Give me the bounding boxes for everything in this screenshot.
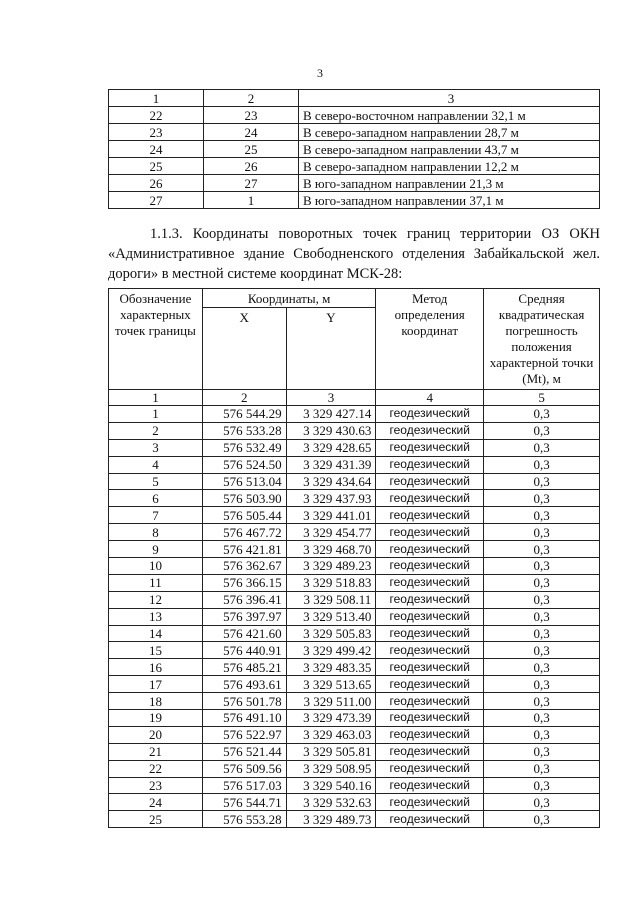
method: геодезический bbox=[376, 659, 484, 676]
y-coordinate: 3 329 441.01 bbox=[286, 507, 376, 524]
direction-table bbox=[108, 89, 600, 209]
to-point: 24 bbox=[204, 124, 299, 141]
error-value: 0,3 bbox=[484, 642, 600, 659]
point-number: 24 bbox=[109, 794, 203, 811]
x-coordinate: 576 524.50 bbox=[202, 456, 286, 473]
y-coordinate: 3 329 463.03 bbox=[286, 726, 376, 743]
x-coordinate: 576 491.10 bbox=[202, 710, 286, 727]
method: геодезический bbox=[376, 608, 484, 625]
direction-row bbox=[109, 107, 600, 124]
to-point: 1 bbox=[204, 192, 299, 209]
x-coordinate: 576 467.72 bbox=[202, 524, 286, 541]
error-value: 0,3 bbox=[484, 558, 600, 575]
coord-row bbox=[109, 490, 600, 507]
coord-row bbox=[109, 422, 600, 439]
method: геодезический bbox=[376, 777, 484, 794]
error-value: 0,3 bbox=[484, 760, 600, 777]
x-coordinate: 576 517.03 bbox=[202, 777, 286, 794]
error-value: 0,3 bbox=[484, 726, 600, 743]
point-number: 20 bbox=[109, 726, 203, 743]
error-value: 0,3 bbox=[484, 743, 600, 760]
method: геодезический bbox=[376, 490, 484, 507]
point-number: 7 bbox=[109, 507, 203, 524]
method: геодезический bbox=[376, 760, 484, 777]
method: геодезический bbox=[376, 676, 484, 693]
coord-row bbox=[109, 406, 600, 423]
method: геодезический bbox=[376, 625, 484, 642]
method: геодезический bbox=[376, 794, 484, 811]
y-coordinate: 3 329 431.39 bbox=[286, 456, 376, 473]
x-coordinate: 576 501.78 bbox=[202, 693, 286, 710]
method: геодезический bbox=[376, 574, 484, 591]
y-coordinate: 3 329 513.65 bbox=[286, 676, 376, 693]
col-number-3: 3 bbox=[286, 390, 376, 406]
direction-text: В юго-западном направлении 21,3 м bbox=[299, 175, 600, 192]
point-number: 17 bbox=[109, 676, 203, 693]
coord-row bbox=[109, 574, 600, 591]
point-number: 6 bbox=[109, 490, 203, 507]
x-coordinate: 576 503.90 bbox=[202, 490, 286, 507]
point-number: 19 bbox=[109, 710, 203, 727]
direction-text: В северо-восточном направлении 32,1 м bbox=[299, 107, 600, 124]
x-coordinate: 576 397.97 bbox=[202, 608, 286, 625]
point-number: 11 bbox=[109, 574, 203, 591]
section-heading-text: 1.1.3. Координаты поворотных точек границ территории ОЗ ОКН «Административное здание Свободненского отделения Забайкальской жел. дороги» в местной системе координат МСК-28: bbox=[108, 226, 600, 282]
header-method: Метод определения координат bbox=[376, 289, 484, 390]
x-coordinate: 576 521.44 bbox=[202, 743, 286, 760]
error-value: 0,3 bbox=[484, 659, 600, 676]
point-number: 18 bbox=[109, 693, 203, 710]
coord-column-numbers bbox=[109, 390, 600, 406]
error-value: 0,3 bbox=[484, 406, 600, 423]
error-value: 0,3 bbox=[484, 811, 600, 828]
method: геодезический bbox=[376, 406, 484, 423]
point-number: 5 bbox=[109, 473, 203, 490]
x-coordinate: 576 553.28 bbox=[202, 811, 286, 828]
error-value: 0,3 bbox=[484, 473, 600, 490]
coord-row bbox=[109, 541, 600, 558]
coord-row bbox=[109, 608, 600, 625]
y-coordinate: 3 329 434.64 bbox=[286, 473, 376, 490]
method: геодезический bbox=[376, 524, 484, 541]
error-value: 0,3 bbox=[484, 524, 600, 541]
y-coordinate: 3 329 505.83 bbox=[286, 625, 376, 642]
from-point: 24 bbox=[109, 141, 204, 158]
from-point: 22 bbox=[109, 107, 204, 124]
method: геодезический bbox=[376, 591, 484, 608]
coord-row bbox=[109, 625, 600, 642]
coord-header-row-1 bbox=[109, 289, 600, 308]
col-number-1: 1 bbox=[109, 390, 203, 406]
method: геодезический bbox=[376, 558, 484, 575]
error-value: 0,3 bbox=[484, 777, 600, 794]
y-coordinate: 3 329 540.16 bbox=[286, 777, 376, 794]
from-point: 26 bbox=[109, 175, 204, 192]
method: геодезический bbox=[376, 693, 484, 710]
x-coordinate: 576 421.60 bbox=[202, 625, 286, 642]
y-coordinate: 3 329 511.00 bbox=[286, 693, 376, 710]
error-value: 0,3 bbox=[484, 422, 600, 439]
header-y: Y bbox=[286, 308, 376, 390]
x-coordinate: 576 440.91 bbox=[202, 642, 286, 659]
header-error: Средняя квадратическая погрешность положения характерной точки (Mt), м bbox=[484, 289, 600, 390]
y-coordinate: 3 329 437.93 bbox=[286, 490, 376, 507]
x-coordinate: 576 533.28 bbox=[202, 422, 286, 439]
coord-row bbox=[109, 524, 600, 541]
direction-table-header bbox=[109, 90, 600, 107]
error-value: 0,3 bbox=[484, 676, 600, 693]
x-coordinate: 576 362.67 bbox=[202, 558, 286, 575]
x-coordinate: 576 544.71 bbox=[202, 794, 286, 811]
method: геодезический bbox=[376, 743, 484, 760]
direction-row bbox=[109, 192, 600, 209]
direction-row bbox=[109, 175, 600, 192]
error-value: 0,3 bbox=[484, 794, 600, 811]
coord-row bbox=[109, 710, 600, 727]
error-value: 0,3 bbox=[484, 574, 600, 591]
point-number: 15 bbox=[109, 642, 203, 659]
y-coordinate: 3 329 508.95 bbox=[286, 760, 376, 777]
header-col-3: 3 bbox=[299, 90, 600, 107]
error-value: 0,3 bbox=[484, 710, 600, 727]
y-coordinate: 3 329 508.11 bbox=[286, 591, 376, 608]
to-point: 23 bbox=[204, 107, 299, 124]
y-coordinate: 3 329 428.65 bbox=[286, 439, 376, 456]
header-col-2: 2 bbox=[204, 90, 299, 107]
point-number: 13 bbox=[109, 608, 203, 625]
point-number: 2 bbox=[109, 422, 203, 439]
method: геодезический bbox=[376, 456, 484, 473]
col-number-2: 2 bbox=[202, 390, 286, 406]
header-point: Обозначение характерных точек границы bbox=[109, 289, 203, 390]
direction-row bbox=[109, 158, 600, 175]
from-point: 25 bbox=[109, 158, 204, 175]
from-point: 27 bbox=[109, 192, 204, 209]
y-coordinate: 3 329 430.63 bbox=[286, 422, 376, 439]
x-coordinate: 576 509.56 bbox=[202, 760, 286, 777]
point-number: 3 bbox=[109, 439, 203, 456]
y-coordinate: 3 329 499.42 bbox=[286, 642, 376, 659]
y-coordinate: 3 329 427.14 bbox=[286, 406, 376, 423]
col-number-5: 5 bbox=[484, 390, 600, 406]
y-coordinate: 3 329 473.39 bbox=[286, 710, 376, 727]
coord-row bbox=[109, 507, 600, 524]
x-coordinate: 576 421.81 bbox=[202, 541, 286, 558]
to-point: 27 bbox=[204, 175, 299, 192]
direction-row bbox=[109, 124, 600, 141]
coord-row bbox=[109, 659, 600, 676]
section-heading bbox=[108, 224, 600, 284]
x-coordinate: 576 485.21 bbox=[202, 659, 286, 676]
error-value: 0,3 bbox=[484, 490, 600, 507]
coord-row bbox=[109, 591, 600, 608]
col-number-4: 4 bbox=[376, 390, 484, 406]
point-number: 8 bbox=[109, 524, 203, 541]
coord-row bbox=[109, 473, 600, 490]
error-value: 0,3 bbox=[484, 608, 600, 625]
header-x: X bbox=[202, 308, 286, 390]
header-coordinates: Координаты, м bbox=[202, 289, 375, 308]
point-number: 10 bbox=[109, 558, 203, 575]
coord-row bbox=[109, 558, 600, 575]
header-col-1: 1 bbox=[109, 90, 204, 107]
x-coordinate: 576 522.97 bbox=[202, 726, 286, 743]
direction-text: В северо-западном направлении 43,7 м bbox=[299, 141, 600, 158]
point-number: 4 bbox=[109, 456, 203, 473]
x-coordinate: 576 366.15 bbox=[202, 574, 286, 591]
error-value: 0,3 bbox=[484, 439, 600, 456]
direction-row bbox=[109, 141, 600, 158]
y-coordinate: 3 329 505.81 bbox=[286, 743, 376, 760]
from-point: 23 bbox=[109, 124, 204, 141]
error-value: 0,3 bbox=[484, 625, 600, 642]
y-coordinate: 3 329 454.77 bbox=[286, 524, 376, 541]
x-coordinate: 576 505.44 bbox=[202, 507, 286, 524]
point-number: 1 bbox=[109, 406, 203, 423]
coord-row bbox=[109, 794, 600, 811]
direction-text: В юго-западном направлении 37,1 м bbox=[299, 192, 600, 209]
coord-row bbox=[109, 456, 600, 473]
error-value: 0,3 bbox=[484, 456, 600, 473]
x-coordinate: 576 513.04 bbox=[202, 473, 286, 490]
error-value: 0,3 bbox=[484, 591, 600, 608]
coord-row bbox=[109, 726, 600, 743]
method: геодезический bbox=[376, 439, 484, 456]
y-coordinate: 3 329 513.40 bbox=[286, 608, 376, 625]
y-coordinate: 3 329 483.35 bbox=[286, 659, 376, 676]
method: геодезический bbox=[376, 811, 484, 828]
method: геодезический bbox=[376, 726, 484, 743]
method: геодезический bbox=[376, 473, 484, 490]
error-value: 0,3 bbox=[484, 693, 600, 710]
y-coordinate: 3 329 532.63 bbox=[286, 794, 376, 811]
x-coordinate: 576 532.49 bbox=[202, 439, 286, 456]
method: геодезический bbox=[376, 710, 484, 727]
coord-row bbox=[109, 642, 600, 659]
coordinates-table bbox=[108, 288, 600, 828]
coord-row bbox=[109, 811, 600, 828]
x-coordinate: 576 544.29 bbox=[202, 406, 286, 423]
y-coordinate: 3 329 489.23 bbox=[286, 558, 376, 575]
direction-text: В северо-западном направлении 12,2 м bbox=[299, 158, 600, 175]
coord-row bbox=[109, 743, 600, 760]
x-coordinate: 576 396.41 bbox=[202, 591, 286, 608]
point-number: 21 bbox=[109, 743, 203, 760]
method: геодезический bbox=[376, 642, 484, 659]
coord-row bbox=[109, 777, 600, 794]
method: геодезический bbox=[376, 422, 484, 439]
direction-text: В северо-западном направлении 28,7 м bbox=[299, 124, 600, 141]
to-point: 25 bbox=[204, 141, 299, 158]
point-number: 16 bbox=[109, 659, 203, 676]
y-coordinate: 3 329 489.73 bbox=[286, 811, 376, 828]
page-number: 3 bbox=[317, 66, 323, 80]
point-number: 12 bbox=[109, 591, 203, 608]
point-number: 22 bbox=[109, 760, 203, 777]
point-number: 23 bbox=[109, 777, 203, 794]
point-number: 14 bbox=[109, 625, 203, 642]
coord-row bbox=[109, 676, 600, 693]
coord-row bbox=[109, 760, 600, 777]
point-number: 25 bbox=[109, 811, 203, 828]
coord-row bbox=[109, 693, 600, 710]
y-coordinate: 3 329 518.83 bbox=[286, 574, 376, 591]
to-point: 26 bbox=[204, 158, 299, 175]
method: геодезический bbox=[376, 507, 484, 524]
x-coordinate: 576 493.61 bbox=[202, 676, 286, 693]
point-number: 9 bbox=[109, 541, 203, 558]
error-value: 0,3 bbox=[484, 541, 600, 558]
error-value: 0,3 bbox=[484, 507, 600, 524]
method: геодезический bbox=[376, 541, 484, 558]
y-coordinate: 3 329 468.70 bbox=[286, 541, 376, 558]
coord-row bbox=[109, 439, 600, 456]
